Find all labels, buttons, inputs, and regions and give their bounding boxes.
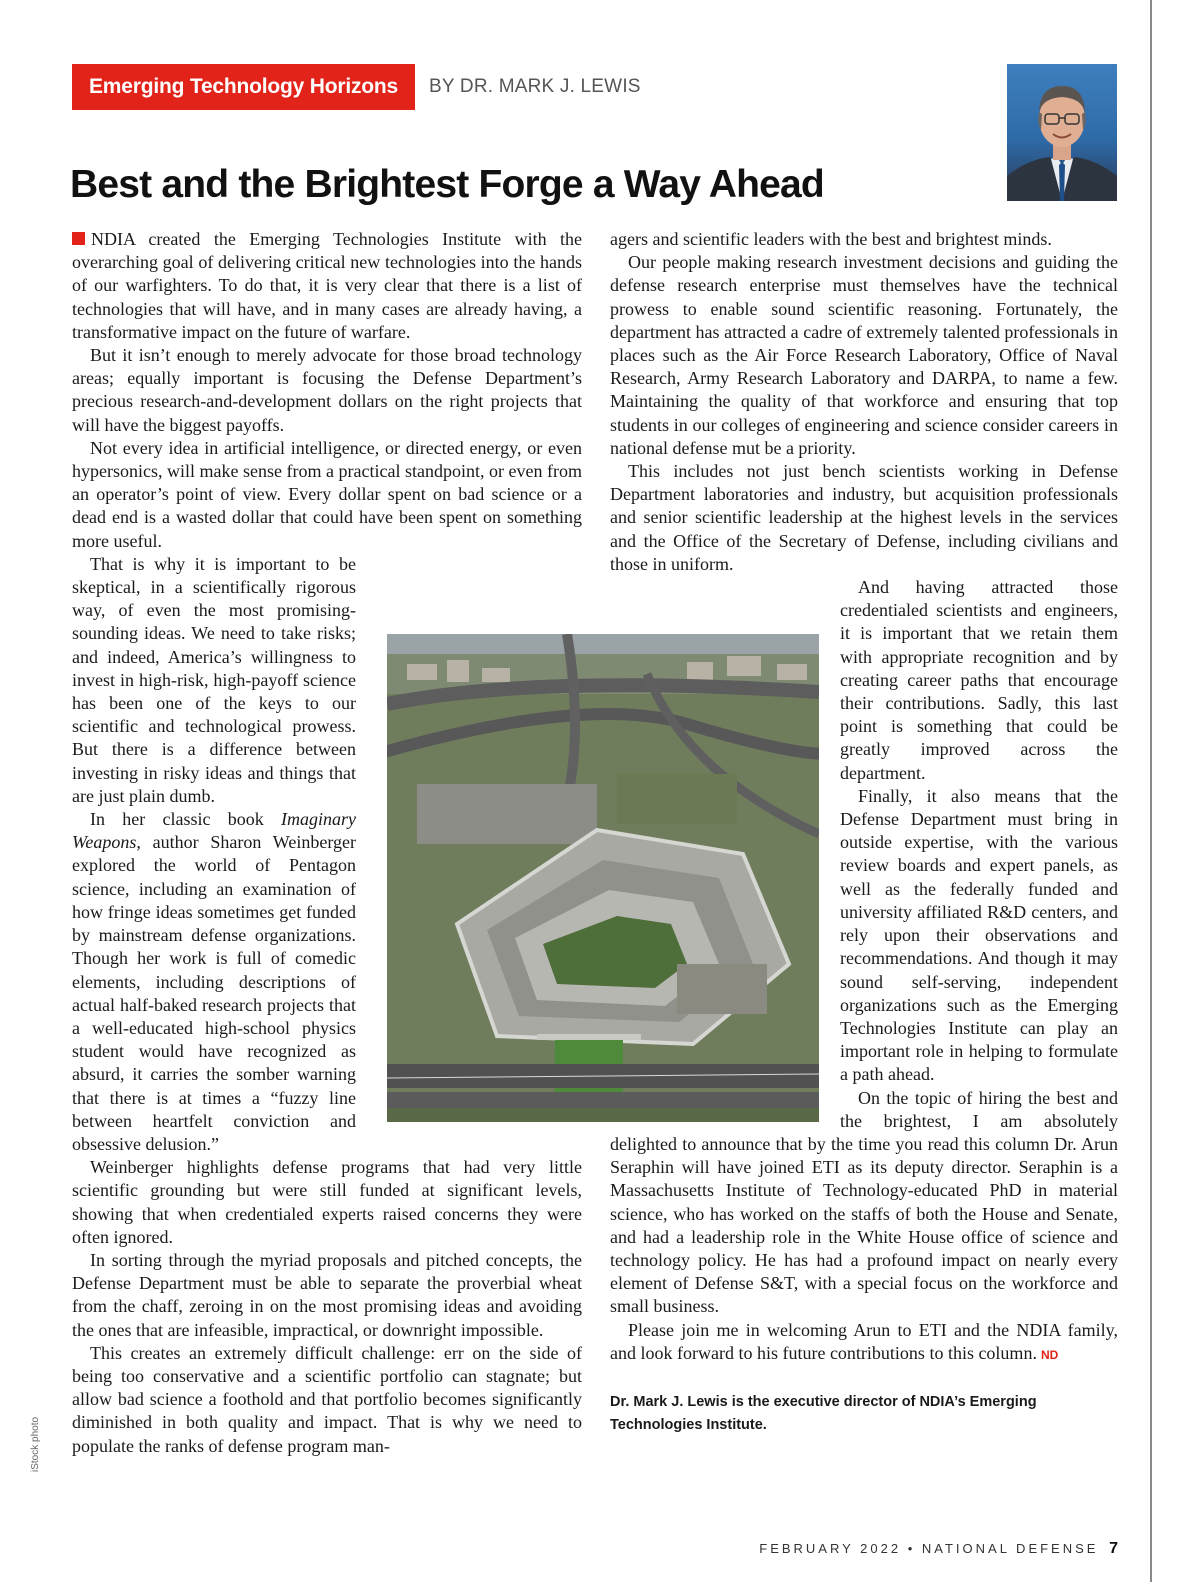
body-paragraph: agers and scientific leaders with the best and brightest minds.: [610, 229, 1052, 249]
body-paragraph: Not every idea in artificial intelligence, or directed energy, or even hypersonics, will make sense from a practical standpoint, or even from an operator’s point of view. Every dollar spent on bad science or a dead end is a wasted dollar that could have been spent on something more useful.: [72, 437, 582, 551]
body-paragraph: In sorting through the myriad proposals and pitched concepts, the Defense Department must be able to separate the proverbial wheat from the chaff, zeroing in on the most promising ideas and avoiding the ones that are infeasible, impractical, or downright impossible.: [72, 1249, 582, 1340]
body-paragraph: This creates an extremely difficult challenge: err on the side of being too conservative and a scientific portfolio can stagnate; but allow bad science a foothold and that portfolio becomes significantly diminished in both quality and impact. That is why we need to populate the ranks of defense program man-: [72, 1342, 582, 1456]
body-paragraph: And having attracted those credentialed scientists and engineers, it is important that we retain them with appropriate recognition and by creating career paths that encourage their contributions. Sadly, this last point is something that could be greatly improved across the department.: [610, 576, 1118, 785]
byline: BY DR. MARK J. LEWIS: [429, 76, 641, 97]
column-header: [72, 64, 641, 110]
page-number: 7: [1109, 1540, 1118, 1557]
body-paragraph: In her classic book Imaginary Weapons, author Sharon Weinberger explored the world of Pentagon science, including an examination of how fringe ideas sometimes get funded by mainstream defense organizations. Though her work is full of comedic elements, including descriptions of actual half-baked research projects that a well-educated high-school physics student would have recognized as absurd, it carries the somber warning that there is at times a “fuzzy line between heartfelt conviction and obsessive delusion.”: [72, 809, 356, 1154]
body-paragraph: But it isn’t enough to merely advocate for those broad technology areas; equally important is focusing the Defense Department’s precious research-and-development dollars on the right projects that will have the biggest payoffs.: [72, 345, 582, 435]
closing-paragraph: Please join me in welcoming Arun to ETI and the NDIA family, and look forward to his future contributions to this column. ND: [610, 1319, 1118, 1363]
pentagon-aerial-photo: [387, 634, 819, 1122]
lead-square-icon: [72, 232, 85, 245]
lead-paragraph: NDIA created the Emerging Technologies Institute with the overarching goal of delivering critical new technologies into the hands of our warfighters. To do that, it is very clear that there is a list of technologies that will have, and in many cases are already having, a transformative impact on the future of warfare.: [72, 229, 582, 342]
author-bio: Dr. Mark J. Lewis is the executive director of NDIA’s Emerging Technologies Institute.: [610, 1393, 1037, 1433]
body-paragraph: Weinberger highlights defense programs that had very little scientific grounding but were still funded at significant levels, showing that when credentialed experts raised concerns they were often ignored.: [72, 1157, 582, 1247]
author-photo: [1007, 64, 1117, 201]
section-tag: Emerging Technology Horizons: [72, 64, 415, 110]
body-paragraph: Our people making research investment decisions and guiding the defense research enterprise must themselves have the technical prowess to enable sound scientific reasoning. Fortunately, the department has attracted a cadre of extremely talented professionals in places such as the Air Force Research Laboratory, Office of Naval Research, Army Research Laboratory and DARPA, to name a few. Maintaining the quality of that workforce and ensuring that top students in our colleges of engineering and science consider careers in national defense mut be a priority.: [610, 252, 1118, 458]
body-paragraph: That is why it is important to be skeptical, in a scientifically rigorous way, of even the most promising-sounding ideas. We need to take risks; and indeed, America’s willingness to invest in high-risk, high-payoff science has been one of the keys to our scientific and technological prowess. But there is a difference between investing in risky ideas and things that are just plain dumb.: [72, 553, 582, 808]
footer-text: FEBRUARY 2022 • NATIONAL DEFENSE: [759, 1541, 1099, 1556]
page-edge-line: [1150, 0, 1152, 1582]
headline: Best and the Brightest Forge a Way Ahead: [70, 163, 824, 206]
book-title: Imaginary Weapons: [72, 809, 356, 853]
end-mark: ND: [1040, 1347, 1059, 1362]
body-paragraph: Finally, it also means that the Defense Department must bring in outside expertise, with the various review boards and expert panels, as well as the federally funded and university affiliated R&D centers, and rely upon their observations and recommendations. And though it may sound self-serving, independent organizations such as the Emerging Technologies Institute can play an important role in helping to formulate a path ahead.: [840, 785, 1118, 1085]
body-paragraph: On the topic of hiring the best and the brightest, I am absolutely delighted to announce that by the time you read this column Dr. Arun Seraphin will have joined ETI as its deputy director. Seraphin is a Massachusetts Institute of Technology-educated PhD in material science, who has worked on the staffs of both the House and Senate, and had a leadership role in the White House office of science and technology policy. He has had a profound impact on nearly every element of Defense S&T, with a special focus on the workforce and small business.: [610, 1087, 1118, 1317]
photo-credit: iStock photo: [30, 1416, 41, 1472]
body-paragraph: This includes not just bench scientists working in Defense Department laboratories and industry, but acquisition professionals and senior scientific leadership at the highest levels in the services and the Office of the Secretary of Defense, including civilians and those in uniform.: [610, 461, 1118, 574]
page-footer: [759, 1540, 1118, 1558]
